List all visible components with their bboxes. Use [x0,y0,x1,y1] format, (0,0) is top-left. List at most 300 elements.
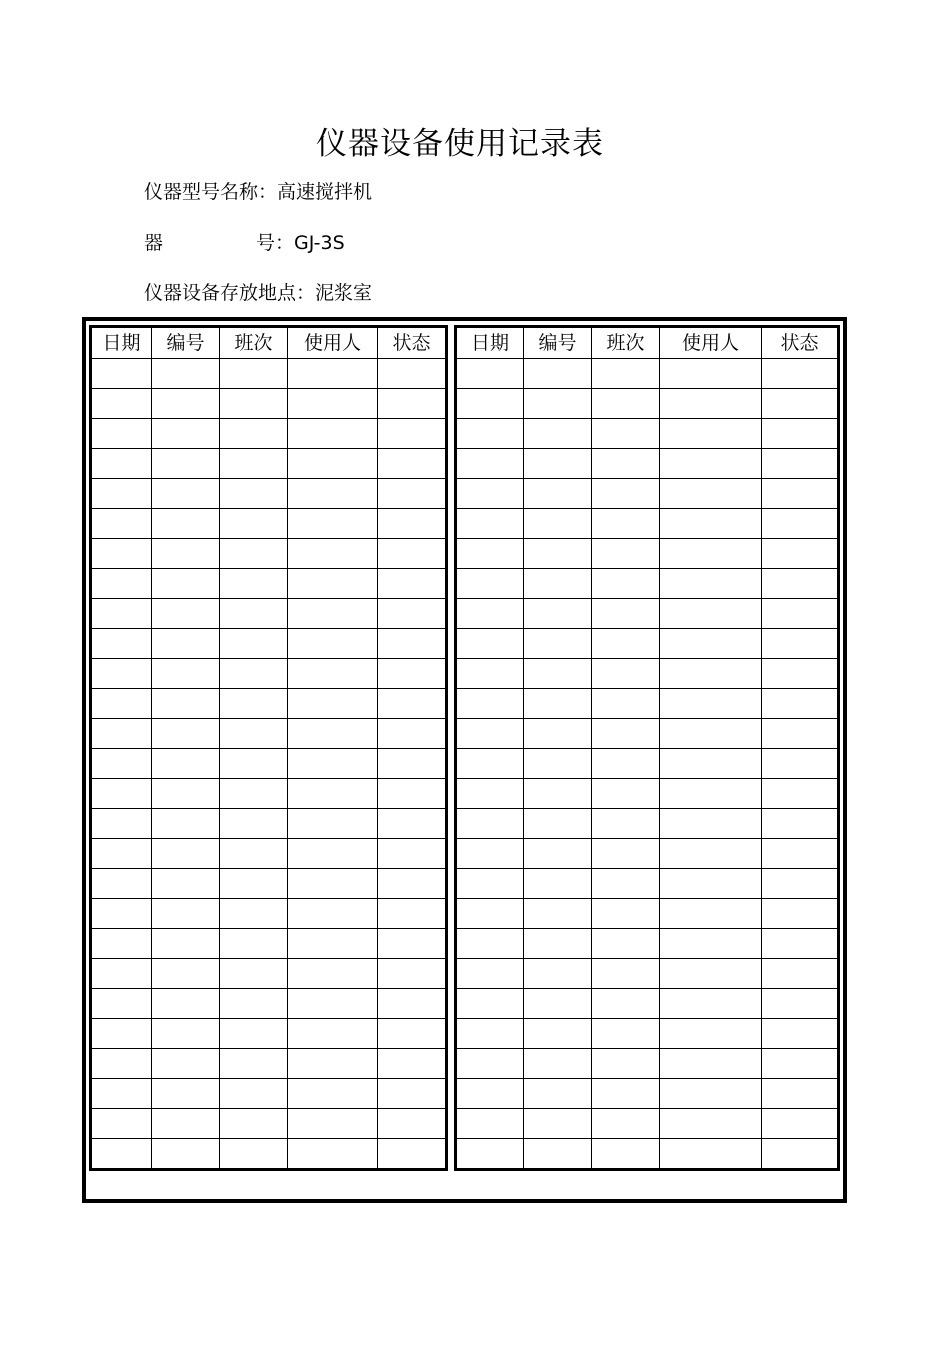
cell-date [456,569,524,599]
cell-date [456,869,524,899]
table-row [91,839,447,869]
cell-user [660,1139,762,1170]
table-row [91,389,447,419]
cell-date [456,719,524,749]
cell-shift [592,359,660,389]
table-row [91,1019,447,1049]
cell-serial [524,359,592,389]
cell-shift [220,449,288,479]
cell-serial [152,719,220,749]
cell-date [456,629,524,659]
table-row [91,959,447,989]
header-shift: 班次 [220,327,288,359]
table-row [456,569,839,599]
table-row [91,449,447,479]
cell-serial [152,929,220,959]
table-row [456,509,839,539]
cell-serial [524,1049,592,1079]
cell-date [456,359,524,389]
cell-status [378,1139,447,1170]
cell-user [660,959,762,989]
cell-status [378,719,447,749]
cell-serial [152,869,220,899]
cell-status [762,629,839,659]
cell-status [762,599,839,629]
cell-date [456,539,524,569]
cell-shift [220,1109,288,1139]
cell-user [660,539,762,569]
cell-date [91,509,152,539]
cell-status [762,959,839,989]
cell-status [378,509,447,539]
model-name-label: 仪器型号名称： [144,181,278,203]
cell-serial [524,1079,592,1109]
record-table-left [89,325,448,1171]
table-row [91,719,447,749]
cell-shift [220,1049,288,1079]
table-row [456,1019,839,1049]
cell-user [288,839,378,869]
cell-user [288,419,378,449]
cell-status [762,869,839,899]
cell-user [288,449,378,479]
cell-date [91,809,152,839]
cell-user [288,809,378,839]
cell-status [378,989,447,1019]
cell-shift [592,1019,660,1049]
cell-date [91,719,152,749]
cell-shift [592,1109,660,1139]
cell-shift [592,839,660,869]
cell-shift [220,809,288,839]
record-table-frame [82,317,847,1203]
table-row [91,509,447,539]
cell-user [660,1109,762,1139]
header-serial: 编号 [524,327,592,359]
cell-status [762,809,839,839]
table-row [91,569,447,599]
table-row [91,599,447,629]
cell-status [762,1049,839,1079]
cell-date [91,659,152,689]
cell-date [91,779,152,809]
cell-date [91,599,152,629]
storage-location-row [144,279,372,307]
cell-serial [524,539,592,569]
cell-shift [592,719,660,749]
instrument-number-label-second: 号： [256,232,295,254]
cell-serial [152,959,220,989]
cell-date [91,929,152,959]
cell-date [456,839,524,869]
cell-shift [220,389,288,419]
cell-status [378,1109,447,1139]
cell-serial [524,959,592,989]
cell-user [288,509,378,539]
table-row [456,659,839,689]
cell-user [660,569,762,599]
cell-status [378,1049,447,1079]
cell-user [660,419,762,449]
cell-date [456,509,524,539]
table-row [456,479,839,509]
table-row [91,659,447,689]
cell-user [288,1139,378,1170]
cell-status [762,479,839,509]
table-row [456,1049,839,1079]
cell-shift [592,389,660,419]
header-date: 日期 [91,327,152,359]
cell-serial [524,659,592,689]
cell-serial [524,1139,592,1170]
cell-serial [524,749,592,779]
cell-date [91,1139,152,1170]
table-row [91,749,447,779]
cell-shift [592,1079,660,1109]
cell-date [91,749,152,779]
table-row [91,1139,447,1170]
cell-date [456,659,524,689]
cell-user [288,749,378,779]
table-row [456,929,839,959]
cell-serial [152,1049,220,1079]
cell-user [660,1049,762,1079]
cell-status [762,389,839,419]
cell-serial [152,509,220,539]
cell-status [762,539,839,569]
cell-serial [524,899,592,929]
cell-date [91,629,152,659]
cell-status [378,959,447,989]
cell-shift [220,749,288,779]
table-row [91,539,447,569]
cell-serial [524,629,592,659]
cell-serial [524,779,592,809]
cell-serial [152,989,220,1019]
table-row [91,869,447,899]
cell-date [456,1139,524,1170]
table-row [456,1139,839,1170]
cell-date [456,989,524,1019]
cell-user [288,1019,378,1049]
cell-status [378,659,447,689]
cell-date [456,419,524,449]
cell-serial [524,719,592,749]
cell-date [91,1049,152,1079]
cell-status [378,419,447,449]
table-row [91,479,447,509]
table-row [456,899,839,929]
page-title: 仪器设备使用记录表 [316,126,604,162]
cell-user [288,1079,378,1109]
cell-status [378,839,447,869]
cell-shift [592,929,660,959]
table-row [91,929,447,959]
cell-serial [152,419,220,449]
cell-serial [152,599,220,629]
cell-date [91,419,152,449]
cell-date [91,1109,152,1139]
table-row [91,1049,447,1079]
cell-shift [220,359,288,389]
cell-status [378,479,447,509]
cell-user [660,689,762,719]
cell-date [456,449,524,479]
cell-shift [592,419,660,449]
cell-user [288,479,378,509]
cell-date [91,1019,152,1049]
cell-date [456,779,524,809]
model-name-row [144,178,372,206]
table-row [456,449,839,479]
cell-status [762,779,839,809]
table-row [456,779,839,809]
cell-date [456,689,524,719]
cell-user [288,899,378,929]
cell-status [378,539,447,569]
table-row [456,629,839,659]
cell-status [378,1079,447,1109]
cell-date [456,389,524,419]
header-date: 日期 [456,327,524,359]
cell-date [91,539,152,569]
cell-user [288,959,378,989]
cell-serial [152,1139,220,1170]
cell-user [288,359,378,389]
cell-shift [220,959,288,989]
cell-status [762,1019,839,1049]
cell-date [456,1049,524,1079]
cell-status [762,569,839,599]
cell-status [378,899,447,929]
cell-serial [152,389,220,419]
cell-shift [592,659,660,689]
cell-user [288,569,378,599]
cell-serial [524,839,592,869]
cell-shift [220,899,288,929]
cell-serial [152,629,220,659]
cell-date [456,749,524,779]
cell-shift [220,989,288,1019]
cell-serial [524,809,592,839]
cell-user [660,809,762,839]
cell-serial [152,659,220,689]
cell-shift [220,419,288,449]
cell-status [378,689,447,719]
cell-status [378,629,447,659]
cell-user [288,629,378,659]
cell-serial [524,569,592,599]
instrument-number-row [144,229,345,257]
cell-status [762,509,839,539]
cell-serial [152,1019,220,1049]
table-row [91,989,447,1019]
cell-shift [220,659,288,689]
header-shift: 班次 [592,327,660,359]
cell-shift [592,569,660,599]
cell-serial [152,779,220,809]
cell-serial [524,449,592,479]
cell-status [762,749,839,779]
cell-user [660,599,762,629]
table-row [91,419,447,449]
cell-shift [220,1079,288,1109]
table-row [91,779,447,809]
cell-shift [592,449,660,479]
cell-user [288,779,378,809]
cell-serial [152,689,220,719]
cell-status [378,779,447,809]
cell-date [456,1019,524,1049]
instrument-number-value: GJ-3S [294,232,345,254]
cell-serial [152,479,220,509]
cell-user [660,989,762,1019]
cell-user [288,599,378,629]
cell-date [456,1109,524,1139]
table-row [456,539,839,569]
table-row [456,359,839,389]
cell-shift [220,509,288,539]
cell-status [378,929,447,959]
cell-shift [592,599,660,629]
cell-user [288,1109,378,1139]
cell-user [288,869,378,899]
table-row [456,1079,839,1109]
cell-date [456,959,524,989]
table-row [456,719,839,749]
cell-date [456,599,524,629]
table-row [91,809,447,839]
cell-date [91,959,152,989]
cell-serial [152,749,220,779]
cell-shift [220,869,288,899]
cell-date [91,689,152,719]
cell-shift [592,809,660,839]
cell-shift [220,599,288,629]
cell-date [91,389,152,419]
cell-user [660,749,762,779]
table-row [91,689,447,719]
cell-user [288,1049,378,1079]
cell-date [456,929,524,959]
cell-shift [592,1139,660,1170]
table-header-row [91,327,447,359]
cell-serial [524,419,592,449]
cell-status [762,659,839,689]
cell-user [660,479,762,509]
cell-serial [152,1079,220,1109]
table-row [456,1109,839,1139]
cell-shift [220,1139,288,1170]
cell-date [91,869,152,899]
cell-user [660,1079,762,1109]
cell-shift [592,629,660,659]
cell-date [91,359,152,389]
cell-user [660,389,762,419]
cell-date [91,839,152,869]
header-serial: 编号 [152,327,220,359]
table-header-row [456,327,839,359]
cell-shift [592,989,660,1019]
cell-user [288,719,378,749]
cell-status [762,1139,839,1170]
cell-shift [220,569,288,599]
cell-user [660,869,762,899]
cell-shift [592,749,660,779]
cell-serial [152,899,220,929]
cell-date [91,1079,152,1109]
cell-status [762,899,839,929]
record-table-left-body [91,359,447,1170]
cell-shift [220,839,288,869]
instrument-number-label-first: 器 [144,232,164,254]
cell-status [378,569,447,599]
cell-user [660,719,762,749]
cell-date [456,899,524,929]
cell-user [660,1019,762,1049]
table-row [91,359,447,389]
cell-serial [152,839,220,869]
cell-status [762,359,839,389]
cell-shift [220,1019,288,1049]
cell-serial [152,449,220,479]
cell-serial [524,1019,592,1049]
cell-status [762,719,839,749]
table-row [456,809,839,839]
cell-status [762,449,839,479]
cell-date [456,1079,524,1109]
cell-user [288,689,378,719]
cell-user [288,989,378,1019]
cell-user [288,389,378,419]
table-row [456,989,839,1019]
cell-user [288,659,378,689]
cell-status [378,359,447,389]
storage-location-value: 泥浆室 [315,282,373,304]
cell-status [762,989,839,1019]
cell-user [660,899,762,929]
cell-shift [592,479,660,509]
table-row [456,959,839,989]
cell-user [660,629,762,659]
cell-date [91,449,152,479]
cell-status [762,1109,839,1139]
cell-status [378,599,447,629]
header-user: 使用人 [288,327,378,359]
cell-date [456,809,524,839]
model-name-value: 高速搅拌机 [277,181,373,203]
header-status: 状态 [762,327,839,359]
cell-status [762,839,839,869]
cell-serial [152,359,220,389]
storage-location-label: 仪器设备存放地点： [144,282,316,304]
cell-date [91,989,152,1019]
table-row [91,1079,447,1109]
cell-status [378,389,447,419]
cell-serial [524,509,592,539]
cell-serial [524,869,592,899]
cell-shift [592,869,660,899]
cell-serial [152,809,220,839]
table-row [456,389,839,419]
cell-status [762,1079,839,1109]
table-row [456,599,839,629]
cell-serial [152,569,220,599]
table-row [456,869,839,899]
table-row [91,1109,447,1139]
cell-status [762,929,839,959]
cell-shift [220,479,288,509]
